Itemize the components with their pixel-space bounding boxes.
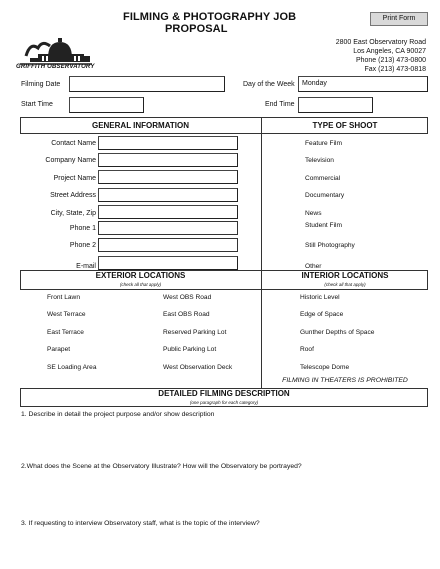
address-line: Phone (213) 473-0800 [355,57,426,64]
filming-date-label: Filming Date [21,81,61,88]
exterior-location-item[interactable]: West Terrace [47,311,86,318]
company-name-label: Company Name [45,157,96,164]
address-line: Fax (213) 473-0818 [364,66,426,73]
street-address-field[interactable] [98,188,238,202]
question-1: 1. Describe in detail the project purpose and/or show description [21,411,215,418]
general-info-heading: GENERAL INFORMATION [91,121,190,130]
shoot-type-item[interactable]: Still Photography [305,242,355,249]
exterior-location-item[interactable]: East Terrace [47,329,84,336]
type-of-shoot-heading: TYPE OF SHOOT [312,121,378,130]
start-time-label: Start Time [21,101,53,108]
exterior-location-item[interactable]: East OBS Road [163,311,210,318]
shoot-type-item[interactable]: Feature Film [305,140,343,147]
exterior-location-item[interactable]: Public Parking Lot [163,346,217,353]
column-divider [261,117,262,270]
phone-2-label: Phone 2 [69,242,96,249]
form-title-line1: FILMING & PHOTOGRAPHY JOB [123,11,297,23]
answer-1-area[interactable] [20,420,428,460]
shoot-type-item[interactable]: Documentary [305,192,345,199]
interior-locations-subheading: (check all that apply) [324,282,366,287]
shoot-type-item[interactable]: Television [305,157,334,164]
phone-2-field[interactable] [98,238,238,252]
address-block [286,38,426,74]
interior-location-item[interactable]: Historic Level [300,294,340,301]
interior-location-item[interactable]: Gunther Depths of Space [300,329,375,336]
answer-2-area[interactable] [20,472,428,516]
email-field[interactable] [98,256,238,270]
filming-date-field[interactable] [69,76,225,92]
city-state-zip-label: City, State, Zip [50,210,96,217]
phone-1-field[interactable] [98,221,238,235]
street-address-label: Street Address [50,192,96,199]
answer-3-area[interactable] [20,530,428,564]
exterior-location-item[interactable]: West Observation Deck [163,364,233,371]
address-line: Los Angeles, CA 90027 [353,48,426,55]
exterior-location-item[interactable]: Parapet [47,346,71,353]
detailed-description-heading: DETAILED FILMING DESCRIPTION [158,389,290,398]
contact-name-label: Contact Name [51,140,96,147]
end-time-label: End Time [265,101,295,108]
logo-text: GRIFFITH OBSERVATORY [16,64,95,70]
start-time-field[interactable] [69,97,144,113]
form-title-line2: PROPOSAL [165,23,228,35]
detailed-description-subheading: (one paragraph for each category) [189,400,259,405]
interior-location-item[interactable]: Roof [300,346,314,353]
email-label: E-mail [76,263,96,270]
day-of-week-label: Day of the Week [243,81,295,88]
exterior-location-item[interactable]: Reserved Parking Lot [163,329,227,336]
day-of-week-field[interactable]: Monday [298,76,428,92]
shoot-type-item[interactable]: News [305,210,322,217]
exterior-locations-subheading: (check all that apply) [119,282,162,287]
shoot-type-item[interactable]: Student Film [305,222,343,229]
exterior-location-item[interactable]: SE Loading Area [47,364,97,371]
address-line: 2800 East Observatory Road [335,39,426,46]
shoot-type-item[interactable]: Commercial [305,175,341,182]
print-form-button[interactable]: Print Form [370,12,428,26]
question-3: 3. If requesting to interview Observatory staff, what is the topic of the interview? [21,520,260,527]
company-name-field[interactable] [98,153,238,167]
phone-1-label: Phone 1 [69,225,96,232]
interior-location-item[interactable]: Edge of Space [300,311,344,318]
theater-prohibited-note: FILMING IN THEATERS IS PROHIBITED [282,377,408,384]
end-time-field[interactable] [298,97,373,113]
shoot-type-item[interactable]: Other [305,263,322,270]
question-2: 2.What does the Scene at the Observatory Illustrate? How will the Observatory be portrayed? [21,463,302,470]
exterior-location-item[interactable]: Front Lawn [47,294,80,301]
interior-locations-heading: INTERIOR LOCATIONS [301,271,389,280]
locations-column-divider [261,270,262,388]
city-state-zip-field[interactable] [98,205,238,219]
interior-location-item[interactable]: Telescope Dome [300,364,350,371]
griffith-observatory-logo [16,34,96,74]
exterior-location-item[interactable]: West OBS Road [163,294,212,301]
exterior-locations-heading: EXTERIOR LOCATIONS [95,271,186,280]
project-name-field[interactable] [98,170,238,184]
contact-name-field[interactable] [98,136,238,150]
project-name-label: Project Name [53,175,96,182]
